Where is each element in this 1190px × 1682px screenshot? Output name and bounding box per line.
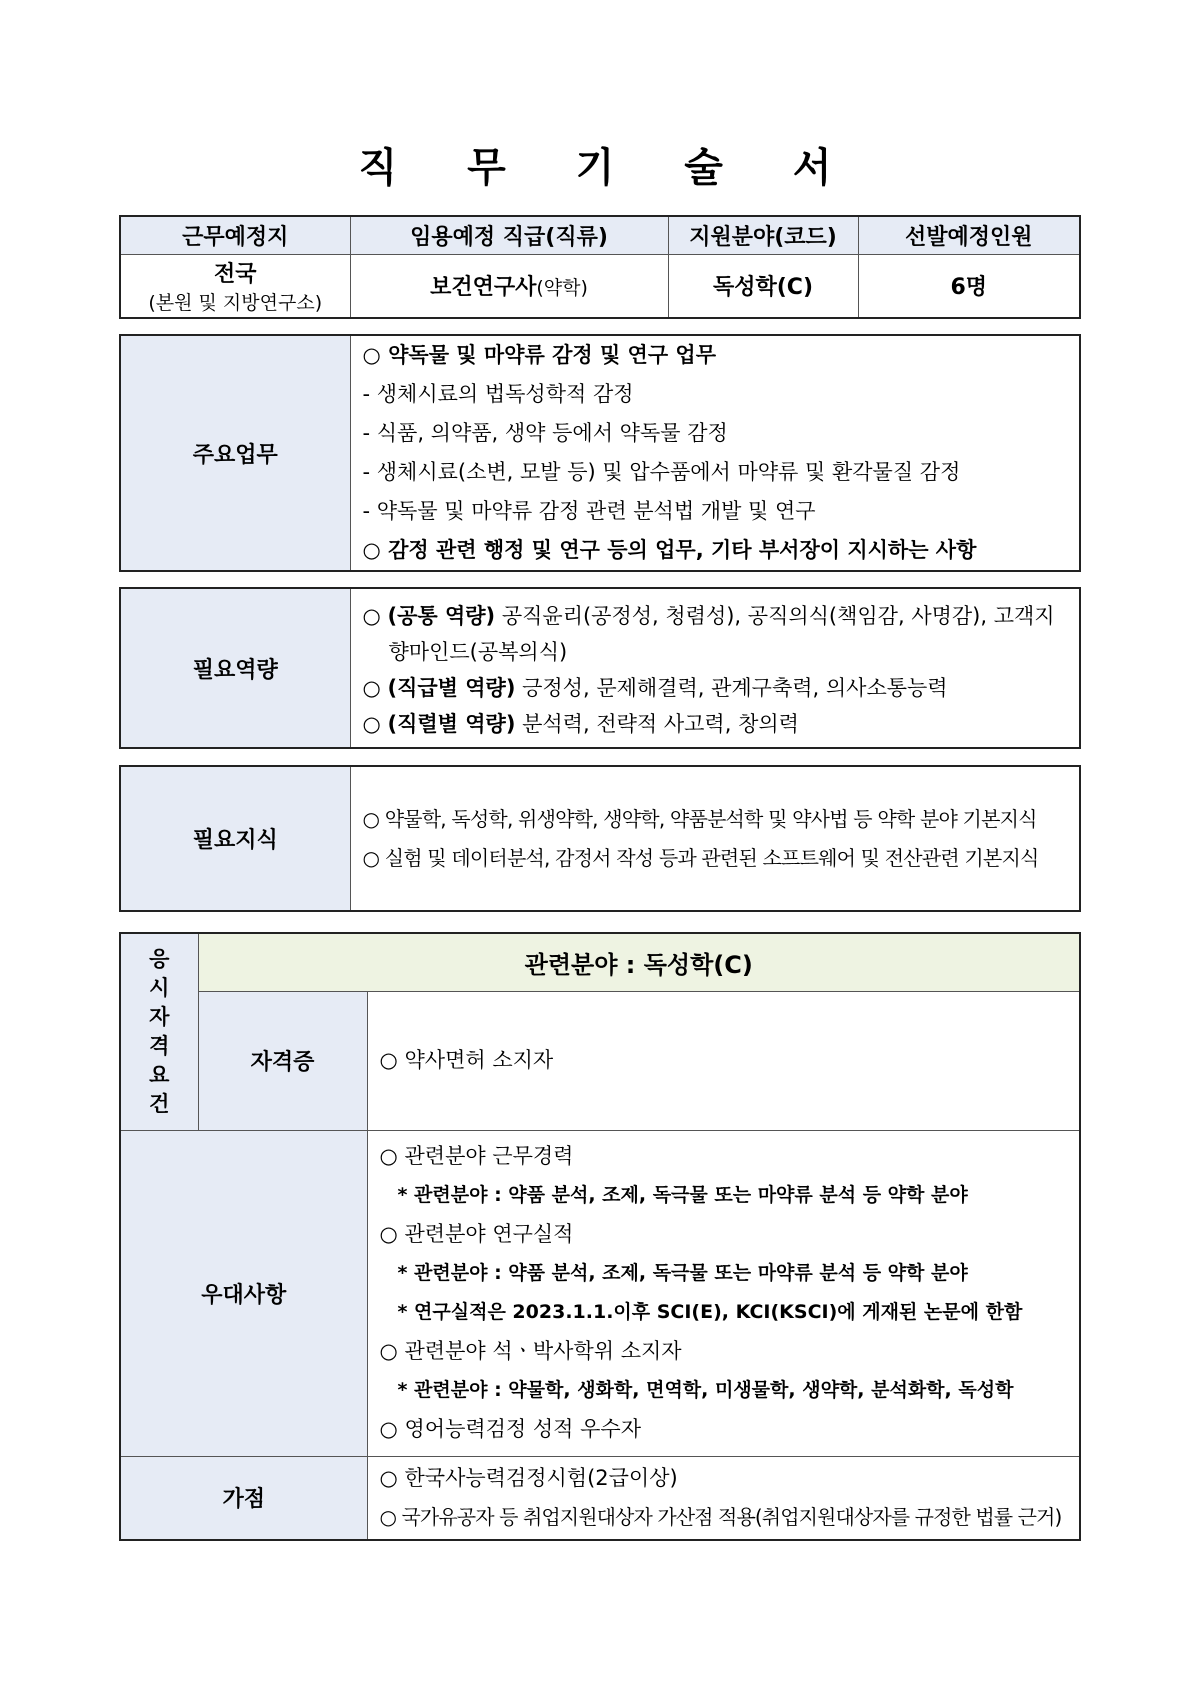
page-title: 직 무 기 술 서: [358, 145, 860, 191]
requirements-side-label: 응 시 자 격 요 건: [120, 933, 198, 1130]
competency-item: ○ (직급별 역량) 긍정성, 문제해결력, 관계구축력, 의사소통능력: [362, 676, 948, 700]
bonus-label: 가점: [120, 1456, 367, 1540]
preference-content: [367, 1130, 1080, 1456]
duties-line: - 생체시료의 법독성학적 감정: [362, 382, 634, 406]
duties-table: [119, 334, 1081, 572]
preference-line: ○ 관련분야 근무경력: [379, 1144, 574, 1168]
bonus-line: ○ 국가유공자 등 취업지원대상자 가산점 적용(취업지원대상자를 규정한 법률 근거): [379, 1504, 1062, 1529]
requirements-table: [119, 932, 1081, 1541]
duties-line: - 약독물 및 마약류 감정 관련 분석법 개발 및 연구: [362, 499, 816, 523]
preference-label: 우대사항: [120, 1130, 367, 1456]
header-grade: 임용예정 직급(직류): [350, 216, 668, 254]
license-line: ○ 약사면허 소지자: [379, 1048, 554, 1072]
location-cell: [120, 254, 350, 318]
preference-subline: * 관련분야 : 약품 분석, 조제, 독극물 또는 마약류 분석 등 약학 분야: [397, 1184, 968, 1206]
competency-label: 필요역량: [120, 588, 350, 748]
knowledge-line: ○ 실험 및 데이터분석, 감정서 작성 등과 관련된 소프트웨어 및 전산관련 기본지식: [362, 845, 1039, 870]
knowledge-table: [119, 765, 1081, 912]
location-sub: (본원 및 지방연구소): [148, 291, 323, 314]
field-cell: 독성학(C): [668, 254, 858, 318]
bonus-content: [367, 1456, 1080, 1540]
preference-line: ○ 영어능력검정 성적 우수자: [379, 1417, 641, 1441]
duties-line: - 식품, 의약품, 생약 등에서 약독물 감정: [362, 421, 728, 445]
header-location: 근무예정지: [120, 216, 350, 254]
competency-item-cont: 향마인드(공복의식): [388, 640, 568, 664]
header-field: 지원분야(코드): [668, 216, 858, 254]
overview-table: [119, 215, 1081, 319]
preference-line: ○ 관련분야 연구실적: [379, 1222, 574, 1246]
location-main: 전국: [213, 261, 257, 287]
grade-sub: (약학): [536, 277, 588, 300]
duties-line: - 생체시료(소변, 모발 등) 및 압수품에서 마약류 및 환각물질 감정: [362, 460, 961, 484]
preference-subline: * 관련분야 : 약품 분석, 조제, 독극물 또는 마약류 분석 등 약학 분야: [397, 1262, 968, 1284]
duties-line: ○ 약독물 및 마약류 감정 및 연구 업무: [362, 343, 717, 367]
duties-content: [350, 335, 1080, 571]
competency-table: [119, 587, 1081, 749]
competency-item: ○ (공통 역량) 공직윤리(공정성, 청렴성), 공직의식(책임감, 사명감), 고객지: [362, 604, 1055, 628]
competency-content: [350, 588, 1080, 748]
bonus-line: ○ 한국사능력검정시험(2급이상): [379, 1465, 678, 1490]
field-header: 관련분야 : 독성학(C): [198, 933, 1080, 991]
duties-line: ○ 감정 관련 행정 및 연구 등의 업무, 기타 부서장이 지시하는 사항: [362, 538, 977, 562]
duties-label: 주요업무: [120, 335, 350, 571]
preference-subline: * 관련분야 : 약물학, 생화학, 면역학, 미생물학, 생약학, 분석화학, 독성학: [397, 1379, 1014, 1401]
header-count: 선발예정인원: [858, 216, 1080, 254]
competency-item: ○ (직렬별 역량) 분석력, 전략적 사고력, 창의력: [362, 712, 799, 736]
license-label: 자격증: [198, 991, 367, 1130]
preference-line: ○ 관련분야 석ㆍ박사학위 소지자: [379, 1339, 682, 1363]
knowledge-content: [350, 766, 1080, 911]
knowledge-label: 필요지식: [120, 766, 350, 911]
grade-main: 보건연구사: [430, 275, 537, 301]
grade-cell: [350, 254, 668, 318]
license-content: [367, 991, 1080, 1130]
count-cell: 6명: [858, 254, 1080, 318]
preference-subline: * 연구실적은 2023.1.1.이후 SCI(E), KCI(KSCI)에 게재된 논문에 한함: [397, 1301, 1023, 1323]
knowledge-line: ○ 약물학, 독성학, 위생약학, 생약학, 약품분석학 및 약사법 등 약학 분야 기본지식: [362, 806, 1037, 831]
